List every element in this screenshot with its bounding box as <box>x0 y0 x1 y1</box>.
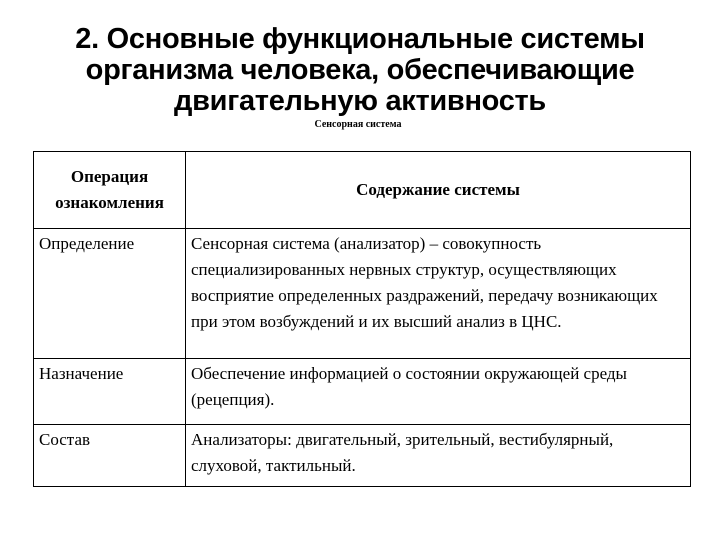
title-line-1: 2. Основные функциональные системы <box>75 23 645 55</box>
table-header-row <box>34 152 691 229</box>
table-row-composition <box>34 425 691 487</box>
cell-operation-purpose: Назначение <box>34 359 186 425</box>
header-content: Содержание системы <box>186 152 691 229</box>
header-operation: Операция ознакомления <box>34 152 186 229</box>
slide-title <box>40 24 680 117</box>
table-row-purpose <box>34 359 691 425</box>
title-line-2: организма человека, обеспечивающие <box>85 54 635 86</box>
table-row-definition <box>34 229 691 359</box>
cell-content-purpose: Обеспечение информацией о состоянии окружающей среды (рецепция). <box>186 359 691 425</box>
sensory-system-table <box>33 151 691 487</box>
cell-operation-definition: Определение <box>34 229 186 359</box>
cell-content-definition: Сенсорная система (анализатор) – совокупность специализированных нервных структур, осуществляющих восприятие определенных раздражений, передачу возникающих при этом возбуждений и их высший анализ в ЦНС. <box>186 229 691 359</box>
cell-content-composition: Анализаторы: двигательный, зрительный, вестибулярный, слуховой, тактильный. <box>186 425 691 487</box>
title-line-3: двигательную активность <box>174 85 546 117</box>
cell-operation-composition: Состав <box>34 425 186 487</box>
slide-subtitle: Сенсорная система <box>314 119 402 130</box>
